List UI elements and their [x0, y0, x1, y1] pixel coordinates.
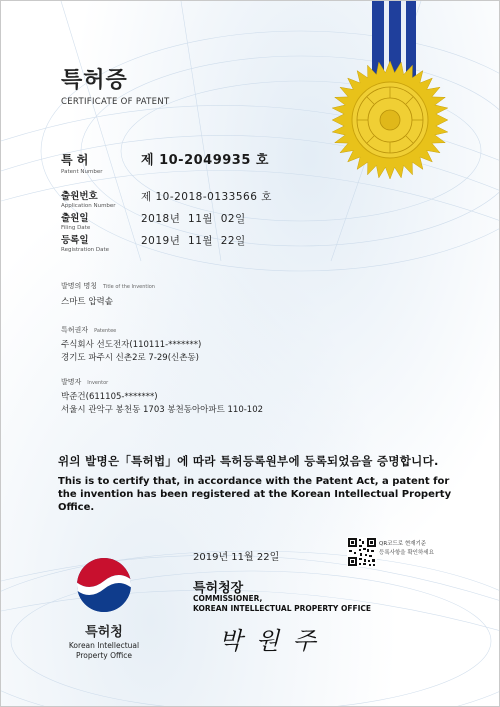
patentee-address: 경기도 파주시 신촌2로 7-29(신촌동) [61, 353, 199, 363]
patent-number-value: 제 10-2049935 호 [141, 153, 269, 168]
qr-caption [379, 540, 469, 558]
application-number-value: 제 10-2018-0133566 호 [141, 191, 272, 203]
patentee-label [61, 325, 116, 335]
kipo-name-en-line2: Property Office [75, 651, 132, 660]
commissioner-title-en-line1: COMMISSIONER, [193, 594, 263, 603]
filing-date-label-ko: 출원일 [61, 213, 89, 224]
commissioner-title-ko: 특허청장 [193, 581, 244, 596]
application-number-label [61, 188, 116, 209]
kipo-name-en-line1: Korean Intellectual [68, 641, 140, 650]
registration-date-label [61, 232, 109, 253]
filing-date-label [61, 210, 90, 231]
commissioner-title-en [193, 594, 371, 614]
inventor-label-ko: 발명자 [61, 378, 82, 386]
patent-number-label-ko: 특 허 [61, 153, 89, 167]
kipo-logo-icon [75, 551, 133, 615]
kipo-name-ko: 특허청 [85, 625, 123, 640]
certificate-title-en: CERTIFICATE OF PATENT [61, 97, 170, 107]
certificate-title-ko: 특허증 [61, 68, 128, 93]
qr-code-icon[interactable] [347, 537, 377, 567]
issue-date: 2019년 11월 22일 [193, 552, 280, 563]
commissioner-title-en-line2: KOREAN INTELLECTUAL PROPERTY OFFICE [193, 604, 372, 613]
inventor-label [61, 377, 108, 387]
inventor-name: 박준건(611105-*******) [61, 392, 158, 402]
certification-text-ko: 위의 발명은「특허법」에 따라 특허등록원부에 등록되었음을 증명합니다. [58, 454, 439, 468]
gold-seal [329, 59, 451, 181]
invention-label [61, 281, 155, 291]
qr-caption-line1: QR코드로 현재기준 [379, 541, 427, 547]
patentee-label-ko: 특허권자 [61, 326, 89, 334]
patentee-label-en: Patentee [94, 328, 117, 334]
application-number-label-ko: 출원번호 [61, 191, 98, 202]
patent-number-label [61, 151, 102, 175]
certification-text-en: This is to certify that, in accordance with the Patent Act, a patent for the invention has been registered at the Korean Intellectual Property Office. [58, 476, 452, 513]
registration-date-value: 2019년 11월 22일 [141, 235, 246, 247]
kipo-name-en [51, 641, 157, 661]
qr-caption-line2: 등록사항을 확인하세요 [379, 550, 434, 556]
invention-label-ko: 발명의 명칭 [61, 282, 98, 290]
filing-date-label-en: Filing Date [61, 225, 91, 231]
patentee-name: 주식회사 선도전자(110111-*******) [61, 340, 202, 350]
application-number-label-en: Application Number [61, 203, 116, 209]
patent-number-label-en: Patent Number [61, 169, 103, 175]
registration-date-label-ko: 등록일 [61, 235, 89, 246]
commissioner-signature: 박 원 주 [219, 627, 319, 655]
inventor-address: 서울시 관악구 봉천동 1703 봉천동아아파트 110-102 [61, 405, 264, 415]
inventor-label-en: Inventor [87, 380, 109, 386]
invention-label-en: Title of the Invention [103, 284, 155, 290]
invention-title: 스마트 압력솥 [61, 297, 113, 307]
registration-date-label-en: Registration Date [61, 247, 110, 253]
filing-date-value: 2018년 11월 02일 [141, 213, 246, 225]
